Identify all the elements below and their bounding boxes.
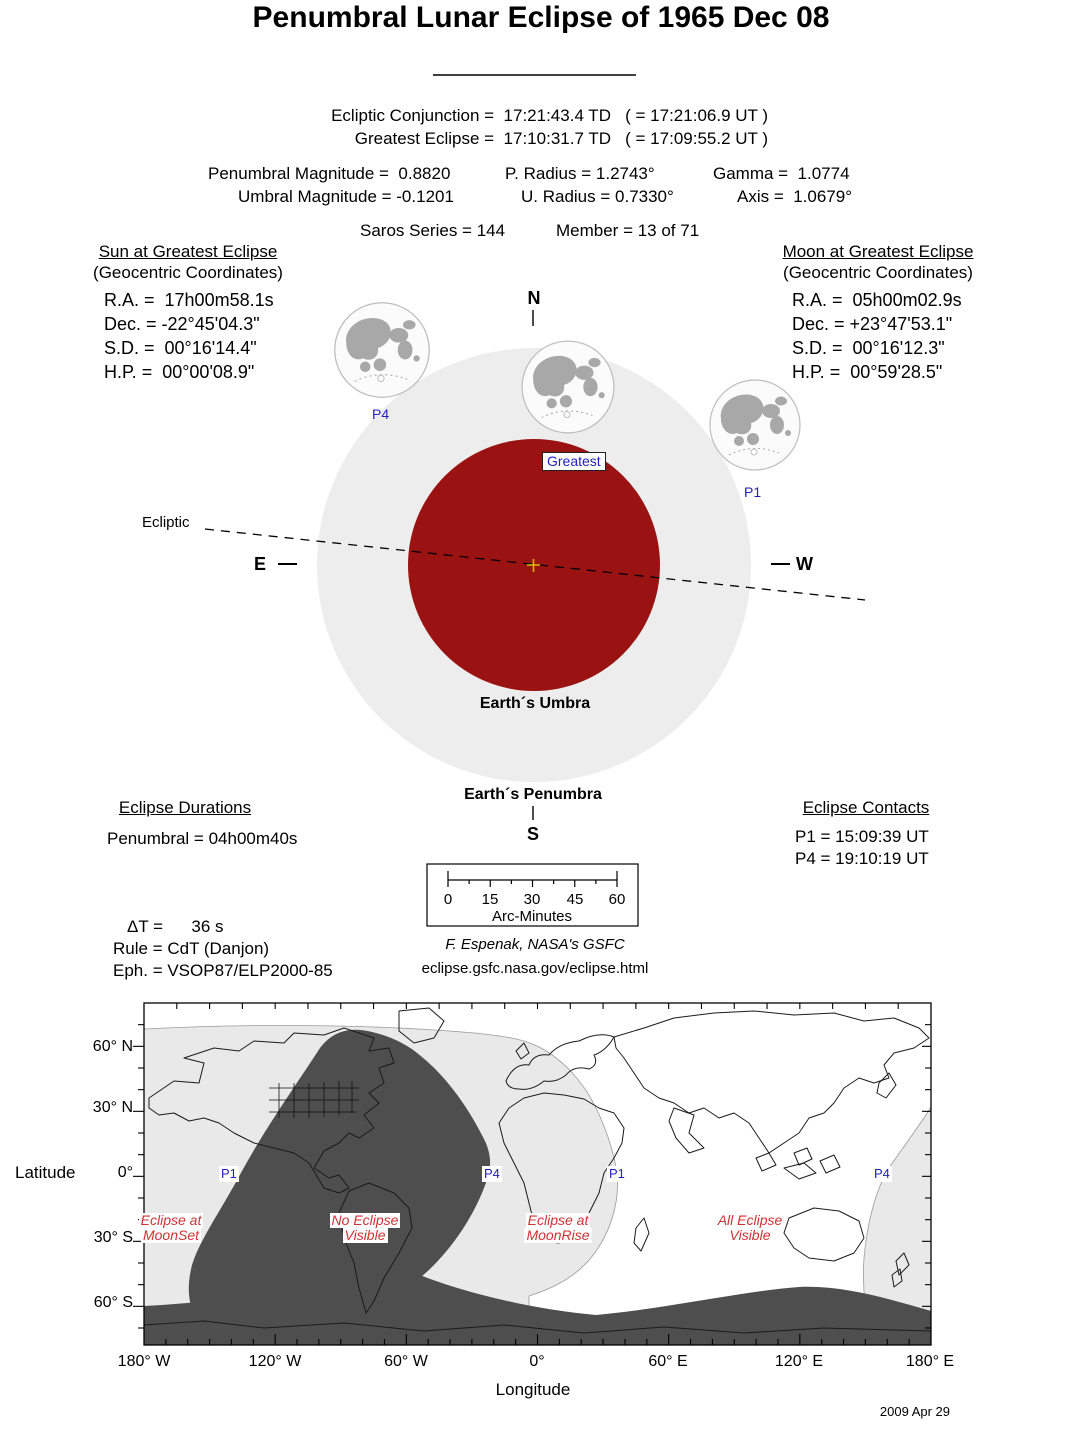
scale-units-label: Arc-Minutes [491,908,573,925]
lon-0: 0° [529,1353,545,1370]
lon-60e: 60° E [648,1353,688,1370]
scale-tick-15: 15 [481,891,499,908]
scale-tick-0: 0 [443,891,453,908]
durations-heading: Eclipse Durations [118,798,252,817]
lon-180w: 180° W [117,1353,171,1370]
lon-120w: 120° W [248,1353,302,1370]
latitude-axis-label: Latitude [15,1163,76,1182]
region-moonrise-line1: Eclipse at [527,1212,589,1228]
penumbra-label: Earth´s Penumbra [464,786,602,803]
region-moonset-line1: Eclipse at [140,1212,202,1228]
saros-member: Member = 13 of 71 [556,221,700,240]
p-radius: P. Radius = 1.2743° [505,164,655,183]
south-label: S [526,824,539,844]
credit-author: F. Espenak, NASA's GSFC [445,936,625,953]
region-no-eclipse-line2: Visible [344,1227,386,1243]
moon-hp: H.P. = 00°59'28.5" [792,362,943,382]
gamma: Gamma = 1.0774 [713,164,850,183]
region-all-visible-line2: Visible [729,1227,771,1243]
sun-sd: S.D. = 00°16'14.4" [104,338,257,358]
lat-60n: 60° N [92,1038,133,1055]
ecliptic-label: Ecliptic [142,514,190,531]
ecliptic-conjunction-line: Ecliptic Conjunction = 17:21:43.4 TD ( = 17:21:06.9 UT ) [331,106,768,125]
shadow-diagram [205,303,865,820]
lat-0: 0° [117,1164,133,1181]
moon-sd: S.D. = 00°16'12.3" [792,338,945,358]
scale-tick-30: 30 [523,891,541,908]
p1-contact-label: P1 [744,484,762,500]
u-radius: U. Radius = 0.7330° [521,187,674,206]
map-curve-p4-east: P4 [874,1166,890,1181]
greatest-label: Greatest [542,452,606,471]
visibility-map [144,1008,931,1345]
east-label: E [254,554,267,574]
region-moonrise-line2: MoonRise [526,1227,590,1243]
contact-p1: P1 = 15:09:39 UT [795,827,929,846]
sun-subheading: (Geocentric Coordinates) [93,263,283,282]
penumbral-duration: Penumbral = 04h00m40s [107,829,298,848]
moon-ra: R.A. = 05h00m02.9s [792,290,962,310]
p4-contact-label: P4 [372,406,390,422]
region-eclipse-at-moonrise [498,1213,618,1243]
moon-dec: Dec. = +23°47'53.1" [792,314,953,334]
map-curve-p4-west: P4 [484,1166,500,1181]
lon-60w: 60° W [384,1353,428,1370]
sun-hp: H.P. = 00°00'08.9" [104,362,255,382]
west-label: W [796,554,813,574]
region-no-eclipse-line1: No Eclipse [331,1212,399,1228]
penumbral-magnitude: Penumbral Magnitude = 0.8820 [208,164,451,183]
moon-at-greatest [522,341,614,433]
moon-subheading: (Geocentric Coordinates) [783,263,973,282]
umbra-label: Earth´s Umbra [479,695,591,712]
scale-tick-60: 60 [608,891,626,908]
sun-dec: Dec. = -22°45'04.3" [104,314,260,334]
sun-heading: Sun at Greatest Eclipse [98,242,278,261]
longitude-axis-label: Longitude [495,1380,571,1399]
rule: Rule = CdT (Danjon) [113,939,270,958]
plot-date: 2009 Apr 29 [879,1404,950,1419]
scale-tick-45: 45 [566,891,584,908]
delta-t: ΔT = 36 s [127,917,224,936]
region-all-eclipse-visible [690,1213,810,1243]
greatest-eclipse-line: Greatest Eclipse = 17:10:31.7 TD ( = 17:09:55.2 UT ) [354,129,768,148]
moon-at-p4 [335,303,430,398]
region-eclipse-at-moonset [111,1213,231,1243]
contacts-heading: Eclipse Contacts [802,798,930,817]
region-moonset-line2: MoonSet [142,1227,200,1243]
region-no-eclipse [305,1213,425,1243]
north-label: N [527,288,541,308]
lon-180e: 180° E [905,1353,955,1370]
lat-30s: 30° S [93,1229,133,1246]
lon-120e: 120° E [774,1353,824,1370]
lat-60s: 60° S [93,1294,133,1311]
moon-at-p1 [710,380,800,470]
moon-heading: Moon at Greatest Eclipse [782,242,974,261]
ephemeris: Eph. = VSOP87/ELP2000-85 [113,961,333,980]
region-all-visible-line1: All Eclipse [717,1212,783,1228]
credit-url: eclipse.gsfc.nasa.gov/eclipse.html [421,960,649,977]
axis: Axis = 1.0679° [737,187,853,206]
sun-ra: R.A. = 17h00m58.1s [104,290,274,310]
map-curve-p1-east: P1 [609,1166,625,1181]
lat-30n: 30° N [92,1099,133,1116]
saros-series: Saros Series = 144 [360,221,506,240]
page-title: Penumbral Lunar Eclipse of 1965 Dec 08 [252,1,830,34]
map-curve-p1-west: P1 [221,1166,237,1181]
contact-p4: P4 = 19:10:19 UT [795,849,929,868]
umbral-magnitude: Umbral Magnitude = -0.1201 [238,187,454,206]
